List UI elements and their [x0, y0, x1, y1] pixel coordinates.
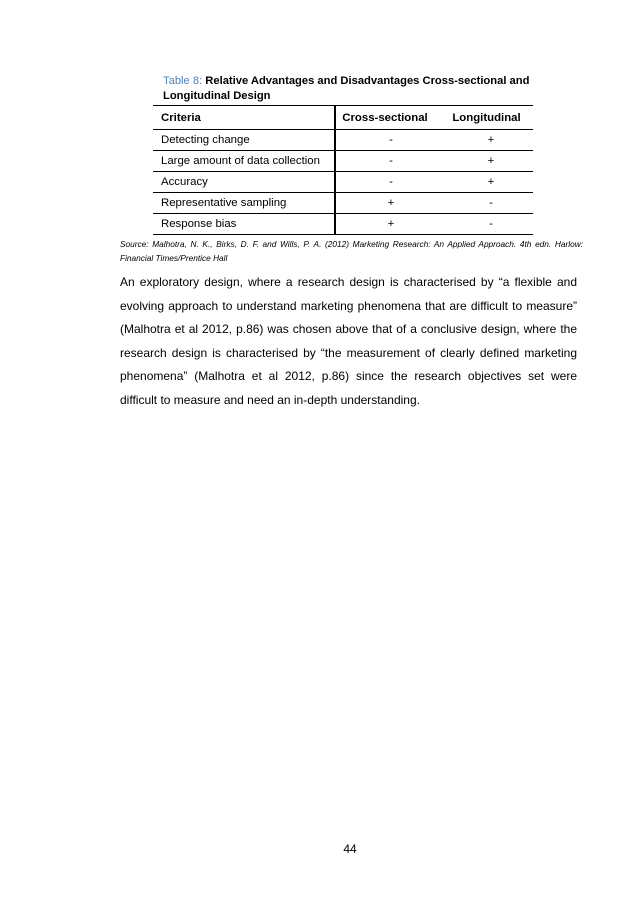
- row-criteria: Accuracy: [153, 172, 335, 193]
- table-row: [153, 151, 533, 172]
- row-longitudinal: +: [434, 151, 533, 172]
- table-caption-label: Table 8:: [163, 75, 203, 87]
- row-longitudinal: +: [434, 130, 533, 151]
- row-cross-sectional: +: [335, 193, 434, 214]
- table-caption-title: Relative Advantages and Disadvantages Cross-sectional and Longitudinal Design: [163, 75, 530, 102]
- row-cross-sectional: -: [335, 172, 434, 193]
- table-header-row: [153, 106, 533, 130]
- header-criteria: Criteria: [153, 106, 335, 130]
- table-row: [153, 172, 533, 193]
- row-longitudinal: +: [434, 172, 533, 193]
- row-longitudinal: -: [434, 193, 533, 214]
- page-number: 44: [343, 842, 357, 856]
- row-longitudinal: -: [434, 214, 533, 235]
- row-criteria: Response bias: [153, 214, 335, 235]
- table-row: [153, 193, 533, 214]
- table-row: [153, 214, 533, 235]
- row-cross-sectional: -: [335, 151, 434, 172]
- row-cross-sectional: -: [335, 130, 434, 151]
- row-criteria: Detecting change: [153, 130, 335, 151]
- body-paragraph: An exploratory design, where a research design is characterised by “a flexible and evolving approach to understand marketing phenomena that are difficult to measure” (Malhotra et al 2012, p.86) was chosen above that of a conclusive design, where the research design is characterised by “the measurement of clearly defined marketing phenomena” (Malhotra et al 2012, p.86) since the research objectives set were difficult to measure and need an in-depth understanding.: [120, 275, 577, 407]
- table-row: [153, 130, 533, 151]
- comparison-table: [153, 105, 533, 235]
- row-criteria: Large amount of data collection: [153, 151, 335, 172]
- row-criteria: Representative sampling: [153, 193, 335, 214]
- table-source-citation: Source: Malhotra, N. K., Birks, D. F. and Wills, P. A. (2012) Marketing Research: An Applied Approach. 4th edn. Harlow: Financial Times/Prentice Hall: [120, 239, 583, 263]
- table-caption: [163, 74, 583, 104]
- row-cross-sectional: +: [335, 214, 434, 235]
- header-longitudinal: Longitudinal: [434, 106, 533, 130]
- header-cross-sectional: Cross-sectional: [335, 106, 434, 130]
